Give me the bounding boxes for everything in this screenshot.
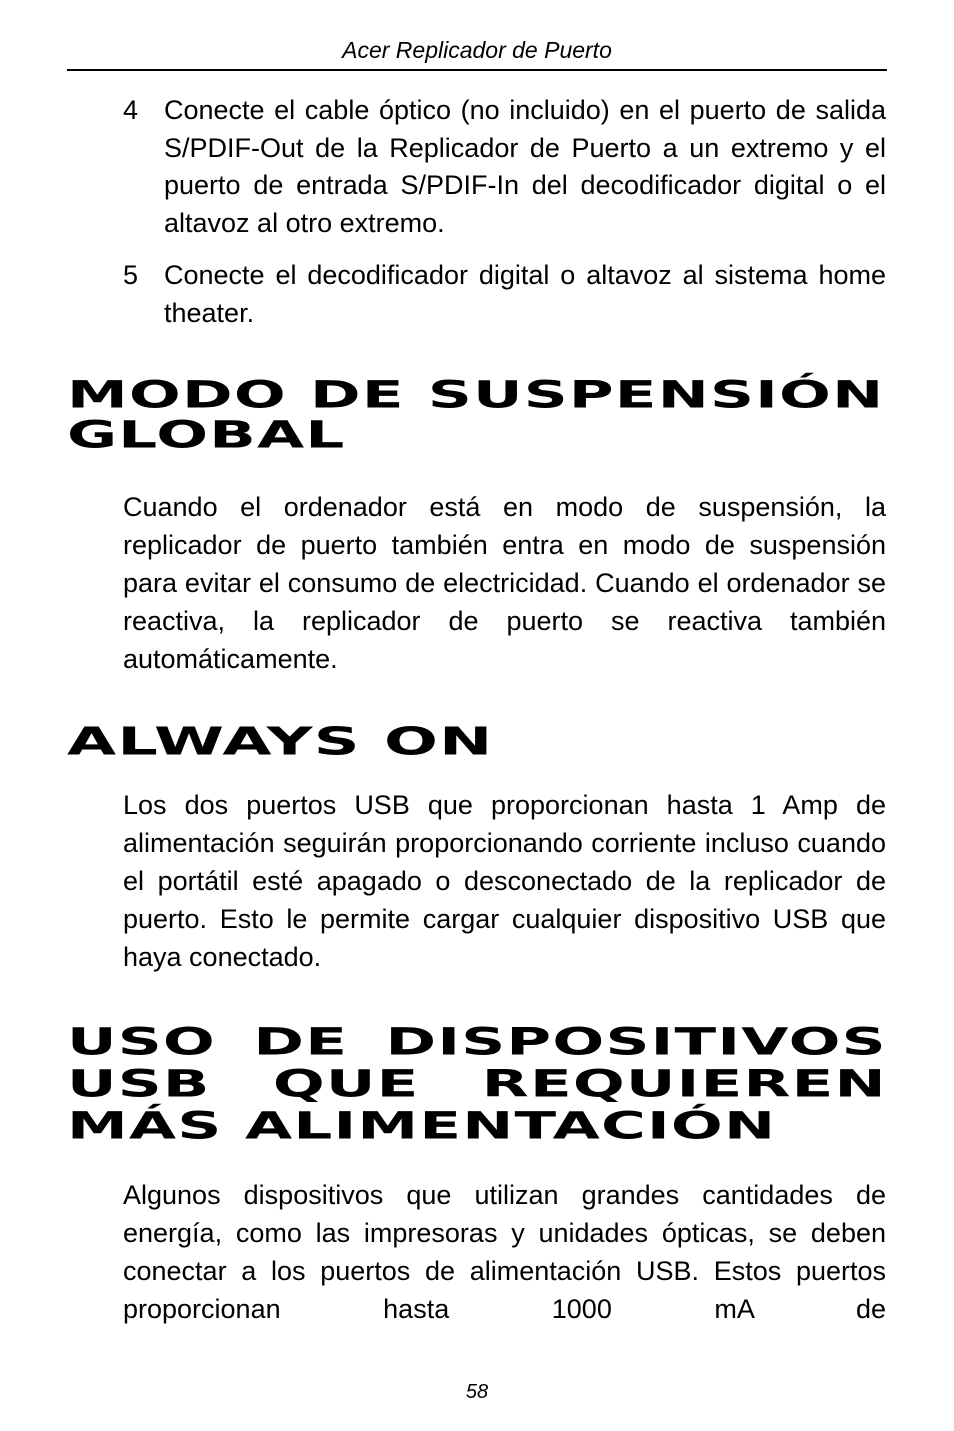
step-text: Conecte el cable óptico (no incluido) en el puerto de salida S/PDIF-Out de la Replicador de Puerto a un extremo y el puerto de entrada S/PDIF-In del decodificador digital o el altavoz al otro extremo. (164, 95, 886, 238)
section-body-global-suspend: Cuando el ordenador está en modo de suspensión, la replicador de puerto también entra en modo de suspensión para evitar el consumo de electricidad. Cuando el ordenador se reactiva, la replicador de puerto se reactiva también automáticamente. (123, 492, 886, 674)
section-heading-global-suspend: MODO DE SUSPENSIÓN GLOBAL (67, 373, 885, 457)
section-body-high-power-usb: Algunos dispositivos que utilizan grandes cantidades de energía, como las impresoras y unidades ópticas, se deben conectar a los puertos de alimentación USB. Estos puertos proporcionan hasta 1000 mA de (123, 1180, 886, 1324)
section-body-always-on: Los dos puertos USB que proporcionan hasta 1 Amp de alimentación seguirán proporcionando corriente incluso cuando el portátil esté apagado o desconectado de la replicador de puerto. Esto le permite cargar cualquier dispositivo USB que haya conectado. (123, 790, 886, 972)
section-heading-high-power-usb: USO DE DISPOSITIVOS USB QUE REQUIEREN MÁS ALIMENTACIÓN (67, 1020, 887, 1148)
step-number: 4 (123, 95, 139, 125)
step-text: Conecte el decodificador digital o altavoz al sistema home theater. (164, 260, 886, 328)
running-header: Acer Replicador de Puerto (342, 37, 612, 63)
step-number: 5 (123, 260, 139, 290)
section-heading-always-on: ALWAYS ON (67, 719, 494, 764)
page-number: 58 (465, 1381, 489, 1403)
step-item (123, 257, 886, 332)
header-divider (67, 69, 887, 71)
instruction-steps (123, 92, 886, 347)
step-item (123, 92, 886, 242)
